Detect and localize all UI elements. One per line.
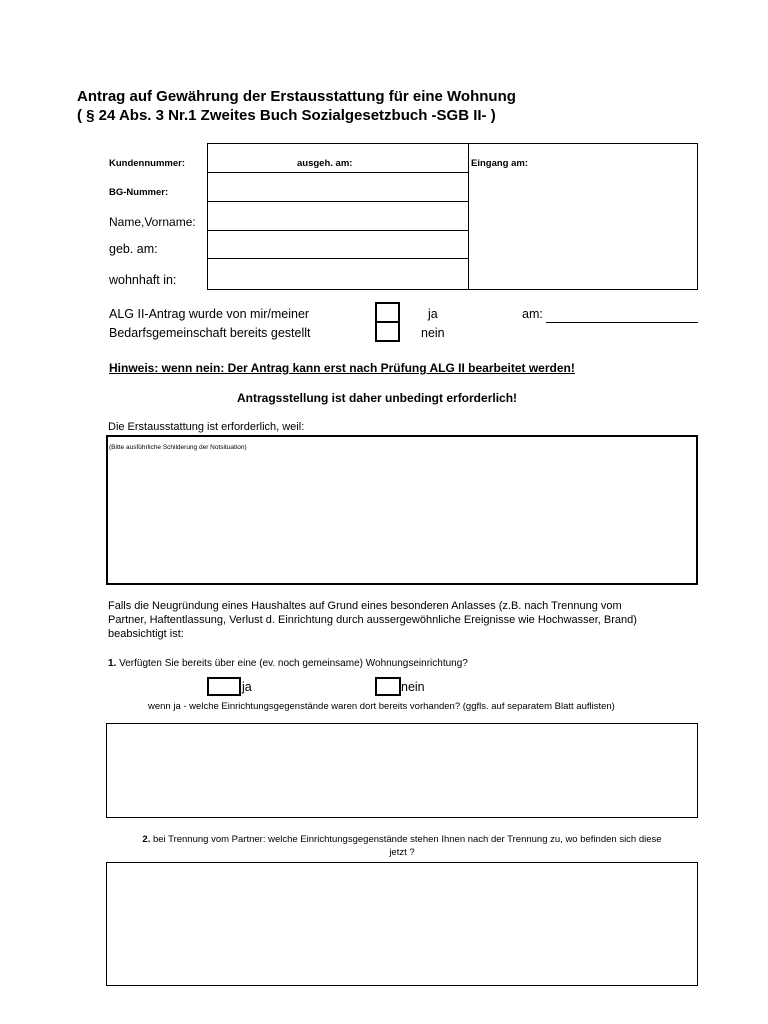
alg-am-date-line[interactable] [546, 322, 698, 323]
neugruendung-line3: beabsichtigt ist: [108, 628, 184, 640]
hinweis-text: Hinweis: wenn nein: Der Antrag kann erst nach Prüfung ALG II bearbeitet werden! [109, 361, 575, 375]
kundennummer-field[interactable] [208, 144, 467, 171]
neugruendung-text [108, 599, 637, 641]
neugruendung-line2: Partner, Haftentlassung, Verlust d. Einrichtung durch aussergewöhnliche Ereignisse wie Hochwasser, Brand) [108, 614, 637, 626]
kundennummer-label: Kundennummer: [109, 158, 185, 169]
name-field[interactable] [208, 202, 467, 229]
erstausstattung-label: Die Erstausstattung ist erforderlich, weil: [108, 421, 305, 433]
q1-followup: wenn ja - welche Einrichtungsgegenstände waren dort bereits vorhanden? (ggfls. auf separatem Blatt auflisten) [148, 701, 615, 712]
alg-ja-label: ja [428, 307, 438, 321]
geb-label: geb. am: [109, 242, 158, 256]
question-1 [108, 658, 468, 669]
alg-line1: ALG II-Antrag wurde von mir/meiner [109, 307, 310, 321]
question-2-text-line2: jetzt ? [389, 847, 415, 858]
q1-nein-label: nein [401, 680, 425, 694]
erstausstattung-hint: (Bitte ausführliche Schilderung der Notsituation) [109, 444, 247, 451]
q1-nein-checkbox[interactable] [375, 677, 401, 696]
wohnhaft-field[interactable] [208, 259, 467, 289]
name-label: Name,Vorname: [109, 215, 196, 229]
geb-field[interactable] [208, 231, 467, 257]
question-2-number: 2. [142, 834, 151, 845]
q1-ja-checkbox[interactable] [207, 677, 241, 696]
neugruendung-line1: Falls die Neugründung eines Haushaltes auf Grund eines besonderen Anlasses (z.B. nach Trennung vom [108, 600, 622, 612]
alg-ja-checkbox[interactable] [375, 302, 400, 323]
q2-textbox[interactable] [106, 862, 698, 986]
antragsstellung-text: Antragsstellung ist daher unbedingt erforderlich! [237, 391, 518, 405]
form-title: Antrag auf Gewährung der Erstausstattung für eine Wohnung [77, 88, 516, 105]
question-2 [106, 833, 698, 859]
bg-nummer-field[interactable] [208, 173, 467, 200]
wohnhaft-label: wohnhaft in: [109, 273, 177, 287]
eingang-field[interactable] [469, 172, 697, 289]
alg-am-label: am: [522, 307, 543, 321]
alg-nein-checkbox[interactable] [375, 321, 400, 342]
ausgeh-label: ausgeh. am: [297, 158, 353, 169]
erstausstattung-textbox[interactable] [106, 435, 698, 585]
alg-line2: Bedarfsgemeinschaft bereits gestellt [109, 326, 311, 340]
q1-ja-label: ja [242, 680, 252, 694]
q1-textbox[interactable] [106, 723, 698, 818]
alg-nein-label: nein [421, 326, 445, 340]
bg-nummer-label: BG-Nummer: [109, 187, 169, 198]
form-subtitle: ( § 24 Abs. 3 Nr.1 Zweites Buch Sozialgesetzbuch -SGB II- ) [77, 107, 496, 124]
eingang-label: Eingang am: [471, 158, 529, 169]
question-1-text: Verfügten Sie bereits über eine (ev. noch gemeinsame) Wohnungseinrichtung? [116, 658, 468, 669]
question-2-text-line1: bei Trennung vom Partner: welche Einrichtungsgegenstände stehen Ihnen nach der Trennung zu, wo befinden sich diese [150, 834, 662, 845]
question-1-number: 1. [108, 658, 117, 669]
